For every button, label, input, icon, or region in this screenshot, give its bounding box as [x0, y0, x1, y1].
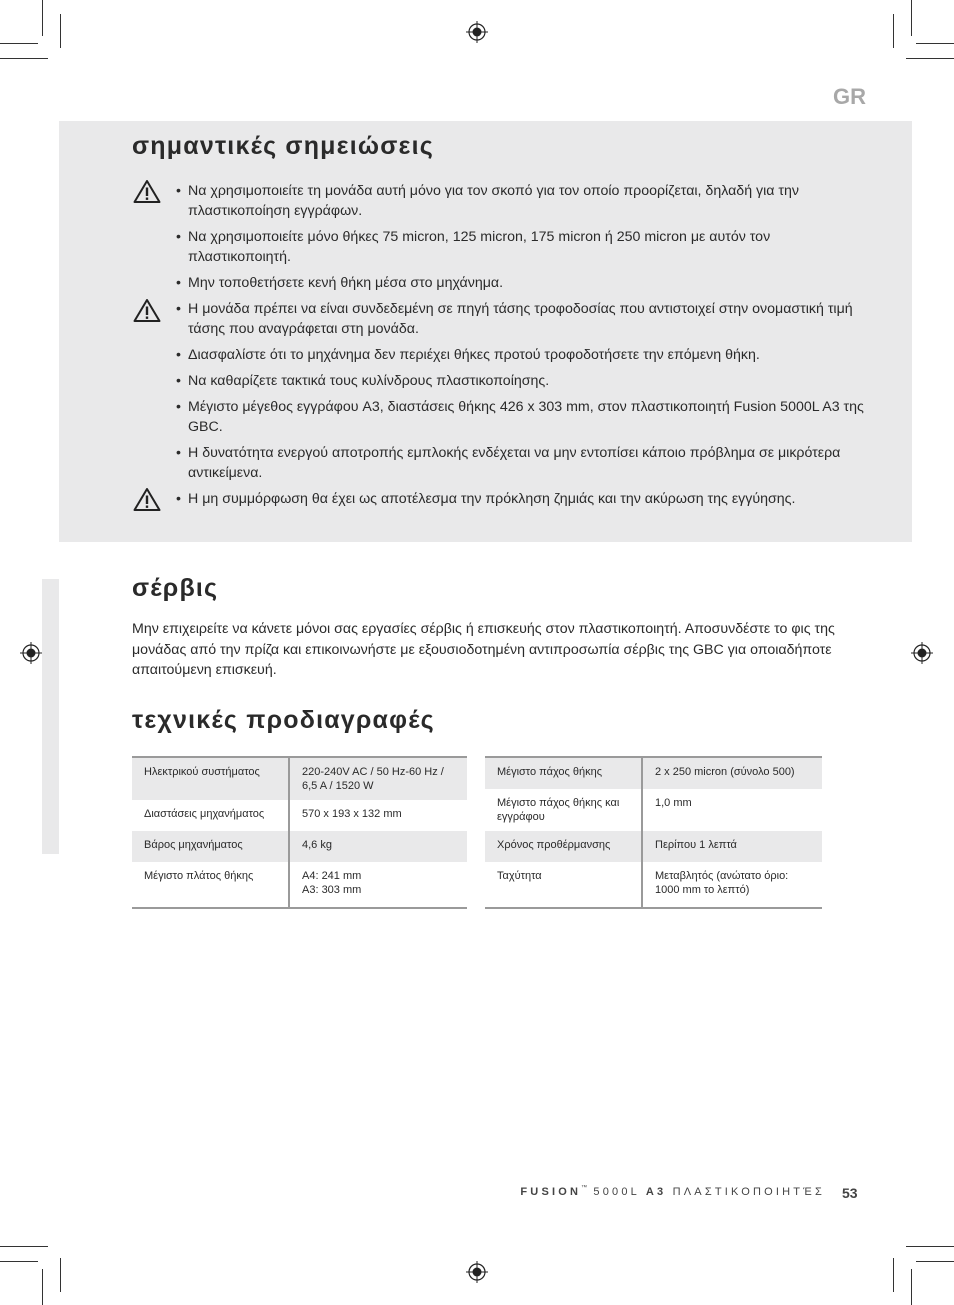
crop-mark [916, 43, 954, 44]
crop-mark [893, 14, 894, 48]
table-row [485, 789, 822, 831]
spec-label: Διαστάσεις μηχανήματος [132, 800, 289, 831]
note-item: • Να χρησιμοποιείτε μόνο θήκες 75 micron, 125 micron, 175 micron ή 250 micron με αυτόν τον πλαστικοποιητή. [175, 227, 865, 267]
side-tab [42, 579, 59, 854]
crop-mark [0, 58, 48, 59]
footer-brand: FUSION [520, 1186, 582, 1198]
spec-value: 4,6 kg [289, 831, 467, 862]
warning-icon [133, 487, 161, 512]
table-row [132, 862, 467, 908]
spec-label: Ηλεκτρικού συστήματος [132, 757, 289, 800]
warning-icon [133, 298, 161, 323]
table-row [132, 800, 467, 831]
notes-title: σημαντικές σημειώσεις [132, 132, 434, 160]
note-item: • Η μη συμμόρφωση θα έχει ως αποτέλεσμα την πρόκληση ζημιάς και την ακύρωση της εγγύησης. [175, 489, 865, 509]
spec-value: 1,0 mm [655, 797, 692, 809]
crop-mark [911, 0, 912, 36]
spec-value: Μεταβλητός (ανώτατο όριο: 1000 mm το λεπτό) [655, 870, 789, 896]
note-item: • Να καθαρίζετε τακτικά τους κυλίνδρους πλαστικοποίησης. [175, 371, 865, 391]
service-title: σέρβις [132, 574, 219, 602]
service-text: Μην επιχειρείτε να κάνετε μόνοι σας εργασίες σέρβις ή επισκευής στον πλαστικοποιητή. Αποσυνδέστε το φις της μονάδας από την πρίζα και επικοινωνήστε με εξουσιοδοτημένη αντιπροσωπία σέρβις της GBC για οποιαδήποτε απαιτούμενη επισκευή. [132, 621, 835, 678]
crop-mark [916, 1261, 954, 1262]
spec-label: Μέγιστο πάχος θήκης και εγγράφου [485, 789, 642, 831]
registration-mark-icon [20, 642, 42, 664]
footer-model: 5000L [593, 1186, 640, 1198]
warning-icon [133, 179, 161, 204]
note-item: • Η δυνατότητα ενεργού αποτροπής εμπλοκής ενδέχεται να μην εντοπίσει κάποιο πρόβλημα σε μικρότερα αντικείμενα. [175, 443, 865, 483]
spec-label: Ταχύτητα [485, 862, 642, 908]
trademark: ™ [581, 1185, 588, 1191]
notes-list [175, 181, 865, 515]
page-number: 53 [842, 1185, 858, 1201]
crop-mark [906, 1246, 954, 1247]
spec-label: Βάρος μηχανήματος [132, 831, 289, 862]
specs-title: τεχνικές προδιαγραφές [132, 706, 435, 734]
note-item: • Διασφαλίστε ότι το μηχάνημα δεν περιέχει θήκες προτού τροφοδοτήσετε την επόμενη θήκη. [175, 345, 865, 365]
spec-label: Μέγιστο πάχος θήκης [485, 757, 642, 789]
language-code: GR [833, 84, 866, 109]
crop-mark [42, 1269, 43, 1305]
crop-mark [60, 14, 61, 48]
spec-value: 2 x 250 micron (σύνολο 500) [642, 757, 822, 789]
registration-mark-icon [911, 642, 933, 664]
note-item: • Μέγιστο μέγεθος εγγράφου A3, διαστάσεις θήκης 426 x 303 mm, στον πλαστικοποιητή Fusion 5000L A3 της GBC. [175, 397, 865, 437]
crop-mark [893, 1258, 894, 1292]
registration-mark-icon [466, 21, 488, 43]
table-row [485, 757, 822, 789]
table-row [485, 862, 822, 908]
footer-size: A3 [645, 1186, 667, 1198]
specs-table-right [485, 756, 822, 909]
crop-mark [42, 0, 43, 36]
specs-table-left [132, 756, 467, 909]
crop-mark [60, 1258, 61, 1292]
note-item: • Να χρησιμοποιείτε τη μονάδα αυτή μόνο για τον σκοπό για τον οποίο προορίζεται, δηλαδή για την πλαστικοποίηση εγγράφων. [175, 181, 865, 221]
table-row [485, 831, 822, 862]
footer-title [520, 1185, 825, 1198]
table-row [132, 757, 467, 800]
spec-label: Μέγιστο πλάτος θήκης [132, 862, 289, 908]
spec-value: 220-240V AC / 50 Hz-60 Hz / 6,5 A / 1520 W [289, 757, 467, 800]
crop-mark [906, 58, 954, 59]
note-item: • Η μονάδα πρέπει να είναι συνδεδεμένη σε πηγή τάσης τροφοδοσίας που αντιστοιχεί στην ονομαστική τιμή τάσης που αναγράφεται στη μονάδα. [175, 299, 865, 339]
note-item: • Μην τοποθετήσετε κενή θήκη μέσα στο μηχάνημα. [175, 273, 865, 293]
spec-label: Χρόνος προθέρμανσης [485, 831, 642, 862]
footer-product: ΠΛΑΣΤΙΚΟΠΟΙΗΤΈΣ [672, 1186, 825, 1198]
crop-mark [0, 1246, 48, 1247]
spec-value: Περίπου 1 λεπτά [642, 831, 822, 862]
table-row [132, 831, 467, 862]
crop-mark [911, 1269, 912, 1305]
registration-mark-icon [466, 1261, 488, 1283]
crop-mark [0, 1261, 38, 1262]
spec-value: A4: 241 mm A3: 303 mm [302, 870, 362, 896]
spec-value: 570 x 193 x 132 mm [302, 808, 402, 820]
crop-mark [0, 43, 38, 44]
